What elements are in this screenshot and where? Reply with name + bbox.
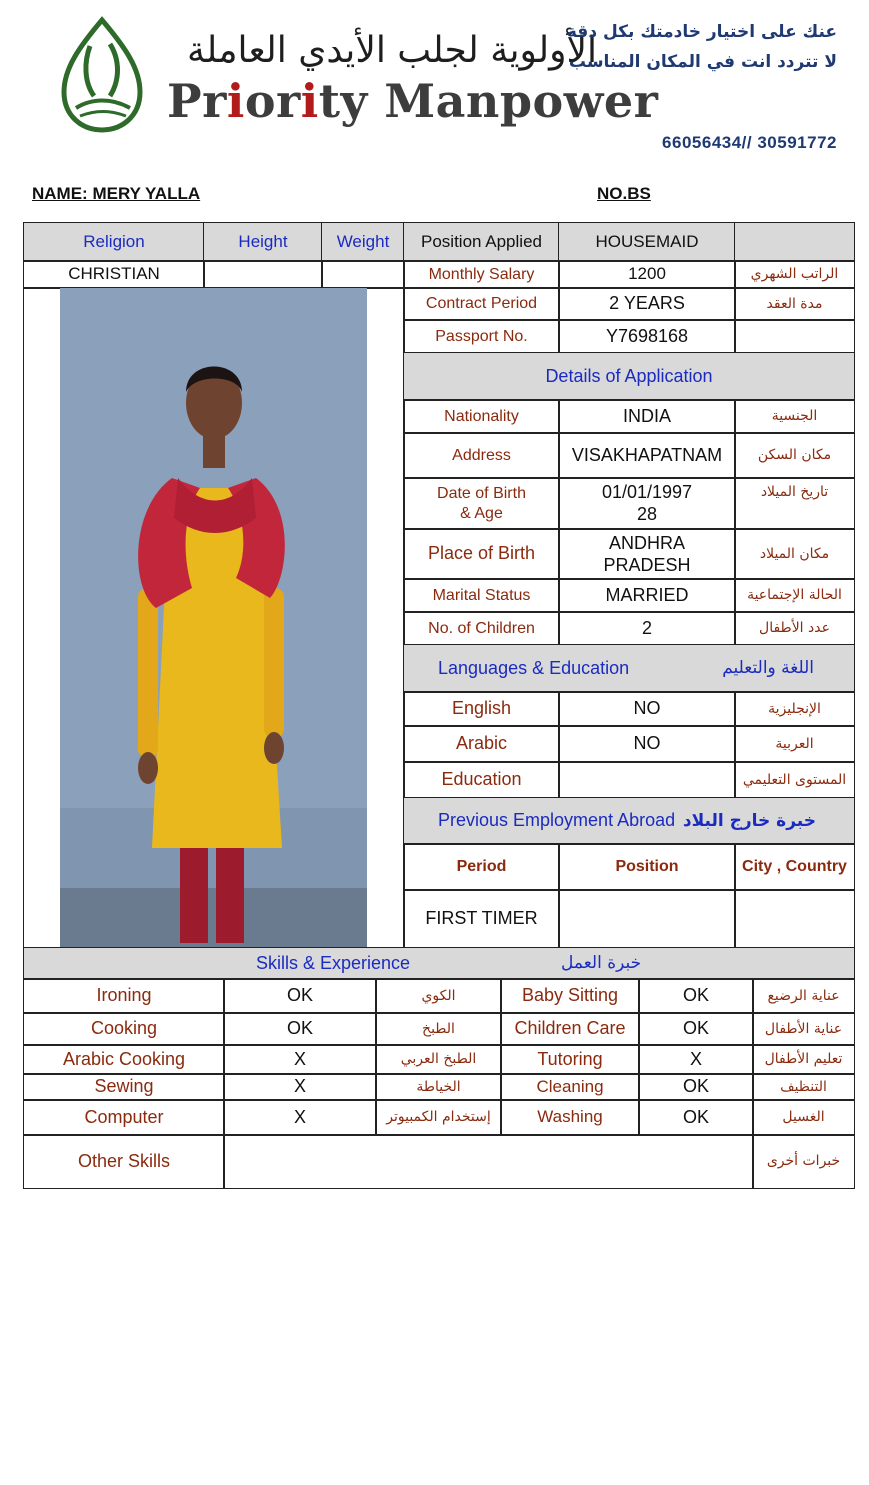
- skill-childcare-value: OK: [638, 1012, 754, 1046]
- marital-label: Marital Status: [403, 578, 560, 613]
- skill-childcare-arabic: عناية الأطفال: [752, 1012, 855, 1046]
- dob-value: 01/01/1997 28: [558, 477, 736, 530]
- candidate-photo-icon: [60, 288, 367, 948]
- passport-value: Y7698168: [558, 319, 736, 354]
- nationality-arabic: الجنسية: [734, 399, 855, 434]
- skill-cleaning-value: OK: [638, 1073, 754, 1101]
- height-value: [203, 260, 323, 289]
- passport-blank-cell: [734, 319, 855, 354]
- candidate-name: NAME: MERY YALLA: [32, 184, 201, 203]
- contract-label: Contract Period: [403, 287, 560, 321]
- skill-computer-value: X: [223, 1099, 377, 1136]
- skill-childcare-label: Children Care: [500, 1012, 640, 1046]
- skill-cooking-label: Cooking: [23, 1012, 225, 1046]
- skill-arabic-cooking-label: Arabic Cooking: [23, 1044, 225, 1075]
- marital-arabic: الحالة الإجتماعية: [734, 578, 855, 613]
- languages-section-header: [403, 644, 855, 693]
- logo-english-text: Priority Manpower: [167, 74, 659, 128]
- tagline-line-2: لا تتردد انت في المكان المناسب: [568, 52, 837, 72]
- skill-cleaning-arabic: التنظيف: [752, 1073, 855, 1101]
- arabic-label: Arabic: [403, 725, 560, 763]
- employment-city-value: [734, 889, 855, 949]
- birthplace-value: ANDHRA PRADESH: [558, 528, 736, 580]
- nationality-value: INDIA: [558, 399, 736, 434]
- religion-label: Religion: [23, 222, 205, 262]
- passport-label: Passport No.: [403, 319, 560, 354]
- skill-washing-label: Washing: [500, 1099, 640, 1136]
- employment-section-arabic: خبرة خارج البلاد: [682, 810, 816, 831]
- skill-babysitting-arabic: عناية الرضيع: [752, 978, 855, 1014]
- employment-position-value: [558, 889, 736, 949]
- address-value: VISAKHAPATNAM: [558, 432, 736, 479]
- skill-cooking-value: OK: [223, 1012, 377, 1046]
- skills-section-header: [23, 947, 855, 980]
- skill-babysitting-value: OK: [638, 978, 754, 1014]
- address-arabic: مكان السكن: [734, 432, 855, 479]
- languages-section-title: Languages & Education: [438, 657, 630, 678]
- position-applied-label: Position Applied: [403, 222, 560, 262]
- logo-emblem-icon: [50, 16, 154, 134]
- weight-value: [321, 260, 405, 289]
- skills-section-title: Skills & Experience: [256, 952, 411, 973]
- tagline-line-1: عنك على اختيار خادمتك بكل دقة: [566, 22, 837, 42]
- english-label: English: [403, 691, 560, 727]
- children-value: 2: [558, 611, 736, 646]
- english-arabic: الإنجليزية: [734, 691, 855, 727]
- skill-tutoring-arabic: تعليم الأطفال: [752, 1044, 855, 1075]
- arabic-arabic: العربية: [734, 725, 855, 763]
- details-section-title: Details of Application: [403, 352, 855, 401]
- skills-section-arabic: خبرة العمل: [561, 953, 642, 974]
- phone-numbers: 66056434// 30591772: [662, 133, 837, 152]
- height-label: Height: [203, 222, 323, 262]
- skill-arabic-cooking-value: X: [223, 1044, 377, 1075]
- education-label: Education: [403, 761, 560, 799]
- candidate-photo: [60, 288, 367, 948]
- candidate-number: NO.BS: [597, 184, 651, 203]
- salary-label: Monthly Salary: [403, 260, 560, 289]
- skill-tutoring-value: X: [638, 1044, 754, 1075]
- salary-value: 1200: [558, 260, 736, 289]
- employment-position-header: Position: [558, 843, 736, 891]
- address-label: Address: [403, 432, 560, 479]
- skill-cooking-arabic: الطبخ: [375, 1012, 502, 1046]
- children-label: No. of Children: [403, 611, 560, 646]
- employment-period-value: FIRST TIMER: [403, 889, 560, 949]
- skill-ironing-label: Ironing: [23, 978, 225, 1014]
- marital-value: MARRIED: [558, 578, 736, 613]
- employment-period-header: Period: [403, 843, 560, 891]
- contract-arabic: مدة العقد: [734, 287, 855, 321]
- nationality-label: Nationality: [403, 399, 560, 434]
- skill-computer-label: Computer: [23, 1099, 225, 1136]
- skill-sewing-value: X: [223, 1073, 377, 1101]
- arabic-value: NO: [558, 725, 736, 763]
- education-arabic: المستوى التعليمي: [734, 761, 855, 799]
- position-blank-cell: [734, 222, 855, 262]
- birthplace-label: Place of Birth: [403, 528, 560, 580]
- other-skills-value: [223, 1134, 754, 1189]
- skill-ironing-arabic: الكوي: [375, 978, 502, 1014]
- dob-label: Date of Birth & Age: [403, 477, 560, 530]
- birthplace-arabic: مكان الميلاد: [734, 528, 855, 580]
- company-logo: [32, 12, 659, 147]
- religion-value: CHRISTIAN: [23, 260, 205, 289]
- contract-value: 2 YEARS: [558, 287, 736, 321]
- skill-tutoring-label: Tutoring: [500, 1044, 640, 1075]
- english-value: NO: [558, 691, 736, 727]
- skill-arabic-cooking-arabic: الطبخ العربي: [375, 1044, 502, 1075]
- skill-computer-arabic: إستخدام الكمبيوتر: [375, 1099, 502, 1136]
- weight-label: Weight: [321, 222, 405, 262]
- education-value: [558, 761, 736, 799]
- other-skills-label: Other Skills: [23, 1134, 225, 1189]
- skill-cleaning-label: Cleaning: [500, 1073, 640, 1101]
- skill-washing-value: OK: [638, 1099, 754, 1136]
- skill-babysitting-label: Baby Sitting: [500, 978, 640, 1014]
- children-arabic: عدد الأطفال: [734, 611, 855, 646]
- salary-arabic: الراتب الشهري: [734, 260, 855, 289]
- skill-washing-arabic: الغسيل: [752, 1099, 855, 1136]
- skill-sewing-arabic: الخياطة: [375, 1073, 502, 1101]
- dob-arabic: تاريخ الميلاد: [734, 477, 855, 530]
- employment-section-title: Previous Employment Abroad: [438, 810, 676, 831]
- skill-ironing-value: OK: [223, 978, 377, 1014]
- other-skills-arabic: خبرات أخرى: [752, 1134, 855, 1189]
- languages-section-arabic: اللغة والتعليم: [722, 658, 814, 679]
- logo-arabic-text: الأولوية لجلب الأيدي العاملة: [186, 30, 598, 71]
- employment-section-header: [403, 797, 855, 845]
- skill-sewing-label: Sewing: [23, 1073, 225, 1101]
- employment-city-header: City , Country: [734, 843, 855, 891]
- position-applied-value: HOUSEMAID: [558, 222, 736, 262]
